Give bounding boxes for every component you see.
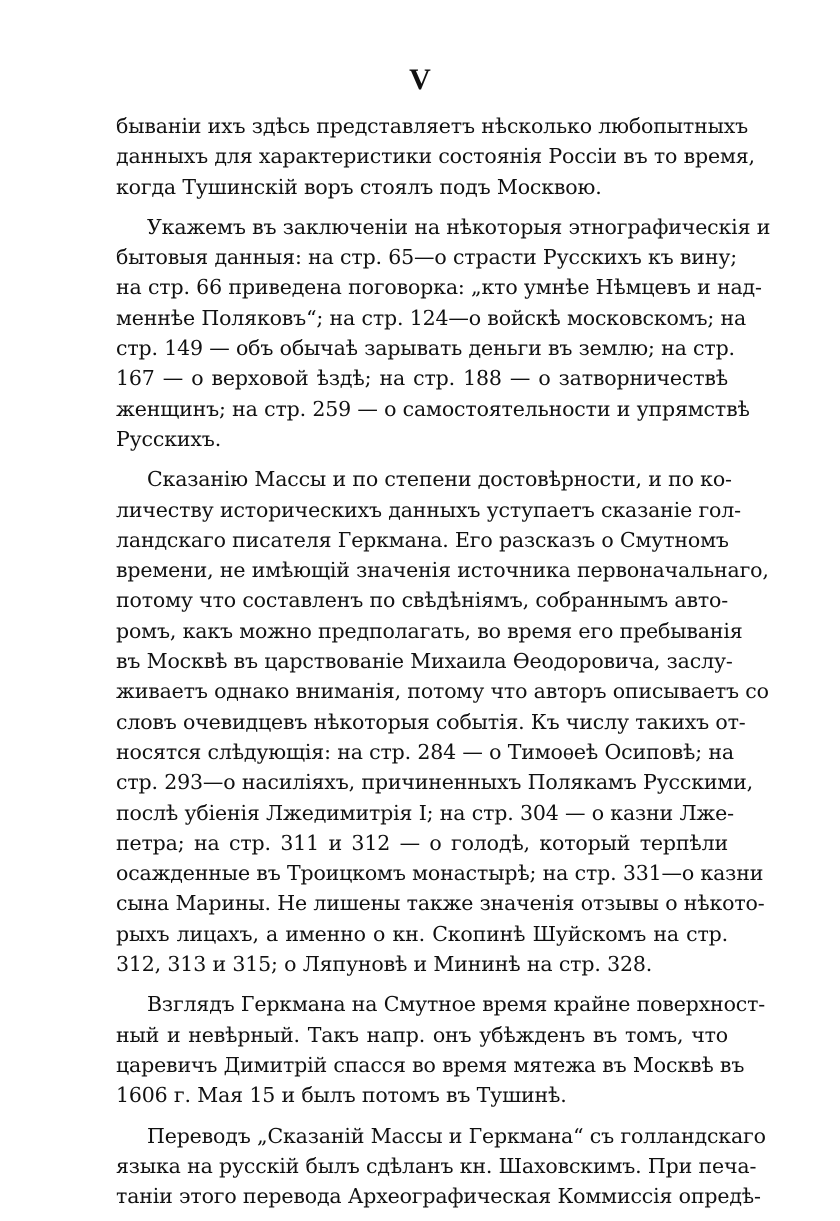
- page-number: V: [409, 63, 431, 96]
- text-line: словъ очевидцевъ нѣкоторыя событія. Къ числу такихъ от-: [116, 709, 746, 734]
- text-line: въ Москвѣ въ царствованіе Михаила Ѳеодоровича, заслу-: [116, 649, 733, 674]
- text-line: женщинъ; на стр. 259 — о самостоятельности и упрямствѣ: [116, 396, 750, 421]
- text-line: рыхъ лицахъ, а именно о кн. Скопинѣ Шуйскомъ на стр.: [116, 921, 728, 946]
- text-line: ландскаго писателя Геркмана. Его разсказъ о Смутномъ: [116, 527, 729, 552]
- paragraph: [116, 464, 769, 979]
- text-line: на стр. 66 приведена поговорка: „кто умнѣе Нѣмцевъ и над-: [116, 275, 762, 300]
- paragraph: [116, 989, 766, 1110]
- text-line: Русскихъ.: [116, 426, 222, 451]
- text-line: таніи этого перевода Археографическая Коммиссія опредѣ-: [116, 1184, 761, 1209]
- text-line: живаетъ однако вниманія, потому что авторъ описываетъ со: [116, 679, 769, 704]
- text-line: 1606 г. Мая 15 и былъ потомъ въ Тушинѣ.: [116, 1083, 567, 1108]
- text-line: послѣ убіенія Лжедимитрія I; на стр. 304 — о казни Лже-: [116, 800, 734, 825]
- text-line: времени, не имѣющій значенія источника первоначальнаго,: [116, 558, 769, 583]
- text-line: Сказанію Массы и по степени достовѣрности, и по ко-: [147, 467, 732, 492]
- text-line: бытовыя данныя: на стр. 65—о страсти Русскихъ къ вину;: [116, 245, 738, 270]
- text-line: Переводъ „Сказаній Массы и Геркмана“ съ голландскаго: [147, 1123, 766, 1148]
- text-line: языка на русскій былъ сдѣланъ кн. Шаховскимъ. При печа-: [116, 1153, 757, 1178]
- text-line: личеству историческихъ данныхъ уступаетъ сказаніе гол-: [116, 497, 741, 522]
- text-line: Взглядъ Геркмана на Смутное время крайне поверхност-: [147, 992, 766, 1017]
- text-line: ный и невѣрный. Такъ напр. онъ убѣжденъ въ томъ, что: [116, 1022, 728, 1047]
- text-line: царевичъ Димитрій спасся во время мятежа въ Москвѣ въ: [116, 1052, 745, 1077]
- text-line: потому что составленъ по свѣдѣніямъ, собраннымъ авто-: [116, 588, 728, 613]
- text-line: бываніи ихъ здѣсь представляетъ нѣсколько любопытныхъ: [116, 114, 749, 138]
- text-line: носятся слѣдующія: на стр. 284 — о Тимоѳеѣ Осиповѣ; на: [116, 739, 734, 764]
- paragraph: [116, 212, 771, 454]
- text-line: 167 — о верховой ѣздѣ; на стр. 188 — о затворничествѣ: [116, 366, 728, 391]
- text-line: Укажемъ въ заключеніи на нѣкоторыя этнографическія и: [147, 214, 771, 239]
- text-line: данныхъ для характеристики состоянія Россіи въ то время,: [116, 144, 755, 169]
- paragraph: [116, 111, 755, 202]
- text-line: когда Тушинскій воръ стоялъ подъ Москвою.: [116, 174, 602, 199]
- body-text: [116, 111, 771, 1221]
- text-line: 312, 313 и 315; о Ляпуновѣ и Мининѣ на стр. 328.: [116, 952, 653, 977]
- text-line: меннѣе Поляковъ“; на стр. 124—о войскѣ московскомъ; на: [116, 305, 747, 330]
- text-line: осажденные въ Троицкомъ монастырѣ; на стр. 331—о казни: [116, 861, 764, 886]
- text-line: петра; на стр. 311 и 312 — о голодѣ, который терпѣли: [116, 830, 728, 855]
- text-line: стр. 293—о насиліяхъ, причиненныхъ Полякамъ Русскими,: [116, 770, 754, 795]
- text-line: стр. 149 — объ обычаѣ зарывать деньги въ землю; на стр.: [116, 336, 735, 361]
- paragraph: [116, 1121, 766, 1212]
- text-line: сына Марины. Не лишены также значенія отзывы о нѣкото-: [116, 891, 765, 916]
- text-line: ромъ, какъ можно предполагать, во время его пребыванія: [116, 618, 743, 643]
